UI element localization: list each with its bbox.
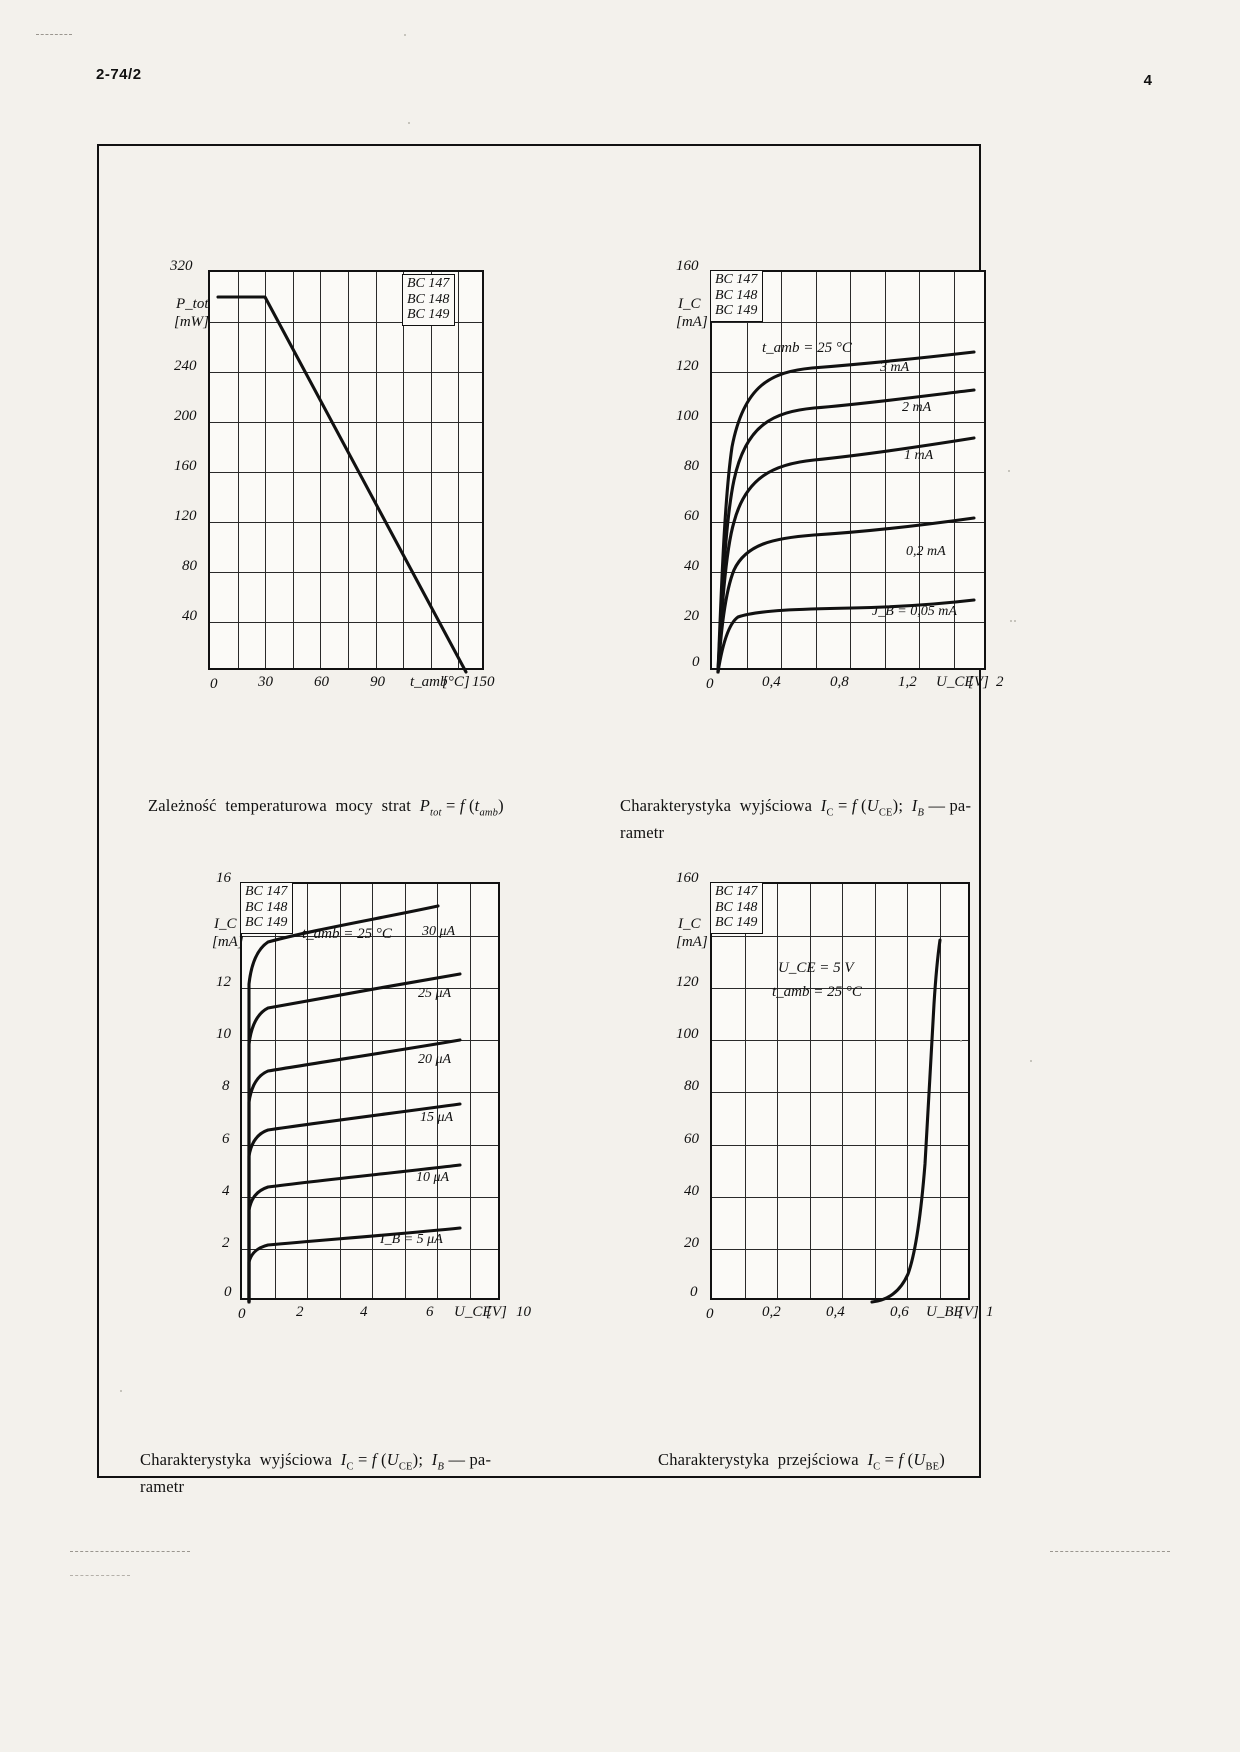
condition-note-2: t_amb = 25 °C bbox=[762, 340, 852, 356]
x-tick: 6 bbox=[426, 1304, 434, 1320]
y-axis-label: I_C bbox=[678, 916, 701, 932]
curve-label-1ma: 1 mA bbox=[904, 448, 934, 463]
curve-ptot bbox=[210, 272, 486, 672]
legend-item: BC 148 bbox=[715, 287, 758, 303]
bottom-right-crop-mark bbox=[1050, 1551, 1170, 1552]
y-tick: 4 bbox=[222, 1183, 230, 1199]
y-tick: 60 bbox=[684, 508, 699, 524]
condition-note-4-uce: U_CE = 5 V bbox=[778, 960, 854, 976]
y-tick: 0 bbox=[692, 654, 700, 670]
plot-area-4 bbox=[710, 882, 970, 1300]
page-code: 2-74/2 bbox=[96, 66, 142, 83]
top-left-crop-mark bbox=[36, 34, 72, 35]
curve-label-25ua: 25 μA bbox=[418, 986, 452, 1001]
legend-item: BC 149 bbox=[407, 307, 450, 323]
x-axis-label: U_CE bbox=[454, 1304, 492, 1320]
x-tick: 0,6 bbox=[890, 1304, 909, 1320]
legend-item: BC 147 bbox=[245, 884, 288, 899]
legend-box-1 bbox=[402, 274, 455, 326]
curve-label-005ma: J_B = 0,05 mA bbox=[872, 604, 957, 619]
y-axis-unit: [mA] bbox=[676, 314, 708, 330]
legend-item: BC 148 bbox=[407, 291, 450, 307]
y-tick: 40 bbox=[182, 608, 197, 624]
curve-label-3ma: 3 mA bbox=[880, 360, 910, 375]
y-tick: 40 bbox=[684, 558, 699, 574]
y-tick: 80 bbox=[684, 458, 699, 474]
caption-chart-4: Charakterystyka przejściowa $I_C = f$ $(U_{BE})$ bbox=[658, 1450, 945, 1473]
plot-area-3 bbox=[240, 882, 500, 1300]
x-tick: 0 bbox=[210, 676, 218, 692]
y-tick: 120 bbox=[676, 358, 699, 374]
curve-label-30ua: 30 μA bbox=[422, 924, 456, 939]
y-tick: 0 bbox=[224, 1284, 232, 1300]
y-tick: 2 bbox=[222, 1235, 230, 1251]
curve-label-2ma: 2 mA bbox=[902, 400, 932, 415]
y-tick: 320 bbox=[170, 258, 193, 274]
x-tick: 0,8 bbox=[830, 674, 849, 690]
x-tick: 0,4 bbox=[826, 1304, 845, 1320]
x-tick: 0,4 bbox=[762, 674, 781, 690]
condition-note-4-tamb: t_amb = 25 °C bbox=[772, 984, 862, 1000]
chart-ptot-vs-tamb bbox=[170, 258, 495, 742]
x-tick: 1 bbox=[986, 1304, 994, 1320]
x-axis-label: t_amb bbox=[410, 674, 448, 690]
y-axis-label: I_C bbox=[678, 296, 701, 312]
y-tick: 20 bbox=[684, 1235, 699, 1251]
y-tick: 160 bbox=[676, 870, 699, 886]
y-axis-label: I_C bbox=[214, 916, 237, 932]
y-tick: 0 bbox=[690, 1284, 698, 1300]
x-tick: 0 bbox=[706, 1306, 714, 1322]
x-tick: 4 bbox=[360, 1304, 368, 1320]
x-tick: 0 bbox=[238, 1306, 246, 1322]
y-tick: 160 bbox=[174, 458, 197, 474]
chart-ic-vs-uce-2v bbox=[676, 258, 1004, 742]
y-axis-unit: [mA] bbox=[212, 934, 244, 950]
y-axis-unit: [mW] bbox=[174, 314, 210, 330]
legend-item: BC 147 bbox=[407, 276, 450, 291]
y-tick: 12 bbox=[216, 974, 231, 990]
condition-note-3: t_amb = 25 °C bbox=[302, 926, 392, 942]
y-tick: 200 bbox=[174, 408, 197, 424]
x-axis-unit: [V] bbox=[968, 674, 989, 690]
x-axis-unit: [V] bbox=[958, 1304, 979, 1320]
curve-label-20ua: 20 μA bbox=[418, 1052, 452, 1067]
x-tick: 60 bbox=[314, 674, 329, 690]
x-tick: 10 bbox=[516, 1304, 531, 1320]
bottom-left-crop-mark-2 bbox=[70, 1575, 130, 1576]
x-tick: 30 bbox=[258, 674, 273, 690]
legend-box-4 bbox=[710, 882, 763, 934]
y-tick: 160 bbox=[676, 258, 699, 274]
x-tick: 150 bbox=[472, 674, 495, 690]
x-tick: 2 bbox=[296, 1304, 304, 1320]
x-axis-unit: [V] bbox=[486, 1304, 507, 1320]
curve-label-5ua: I_B = 5 μA bbox=[380, 1232, 443, 1247]
y-axis-unit: [mA] bbox=[676, 934, 708, 950]
curve-label-10ua: 10 μA bbox=[416, 1170, 450, 1185]
chart-ic-vs-uce-10v bbox=[212, 870, 531, 1354]
x-tick: 1,2 bbox=[898, 674, 917, 690]
y-tick: 8 bbox=[222, 1078, 230, 1094]
legend-item: BC 149 bbox=[245, 915, 288, 931]
legend-item: BC 147 bbox=[715, 272, 758, 287]
y-tick: 120 bbox=[676, 974, 699, 990]
chart-ic-vs-ube bbox=[676, 870, 994, 1354]
caption-chart-1: Zależność temperaturowa mocy strat $P_{tot} = f$ $(t_{amb})$ bbox=[148, 796, 504, 819]
caption-chart-2: Charakterystyka wyjściowa $I_C = f$ $(U_{CE})$; $I_B$ — pa- rametr bbox=[620, 796, 972, 842]
x-tick: 0 bbox=[706, 676, 714, 692]
y-tick: 100 bbox=[676, 1026, 699, 1042]
bottom-left-crop-mark bbox=[70, 1551, 190, 1552]
legend-box-3 bbox=[240, 882, 293, 934]
legend-item: BC 148 bbox=[715, 899, 758, 915]
y-tick: 240 bbox=[174, 358, 197, 374]
x-tick: 2 bbox=[996, 674, 1004, 690]
x-axis-label: U_CE bbox=[936, 674, 974, 690]
y-tick: 16 bbox=[216, 870, 231, 886]
y-tick: 10 bbox=[216, 1026, 231, 1042]
y-tick: 120 bbox=[174, 508, 197, 524]
legend-item: BC 147 bbox=[715, 884, 758, 899]
legend-item: BC 149 bbox=[715, 915, 758, 931]
legend-box-2 bbox=[710, 270, 763, 322]
plot-area-1 bbox=[208, 270, 484, 670]
legend-item: BC 148 bbox=[245, 899, 288, 915]
y-axis-label: P_tot bbox=[176, 296, 209, 312]
y-tick: 40 bbox=[684, 1183, 699, 1199]
page-number: 4 bbox=[1143, 72, 1152, 89]
curve-label-02ma: 0,2 mA bbox=[906, 544, 946, 559]
y-tick: 20 bbox=[684, 608, 699, 624]
y-tick: 80 bbox=[182, 558, 197, 574]
y-tick: 80 bbox=[684, 1078, 699, 1094]
caption-chart-3: Charakterystyka wyjściowa $I_C = f$ $(U_{CE})$; $I_B$ — pa- rametr bbox=[140, 1450, 492, 1496]
x-tick: 90 bbox=[370, 674, 385, 690]
y-tick: 100 bbox=[676, 408, 699, 424]
x-axis-unit: [°C] bbox=[442, 674, 470, 690]
legend-item: BC 149 bbox=[715, 303, 758, 319]
curve-transfer bbox=[712, 884, 972, 1302]
y-tick: 6 bbox=[222, 1131, 230, 1147]
y-tick: 60 bbox=[684, 1131, 699, 1147]
curves-output-10v bbox=[242, 884, 502, 1302]
curve-label-15ua: 15 μA bbox=[420, 1110, 454, 1125]
x-axis-label: U_BE bbox=[926, 1304, 963, 1320]
x-tick: 0,2 bbox=[762, 1304, 781, 1320]
